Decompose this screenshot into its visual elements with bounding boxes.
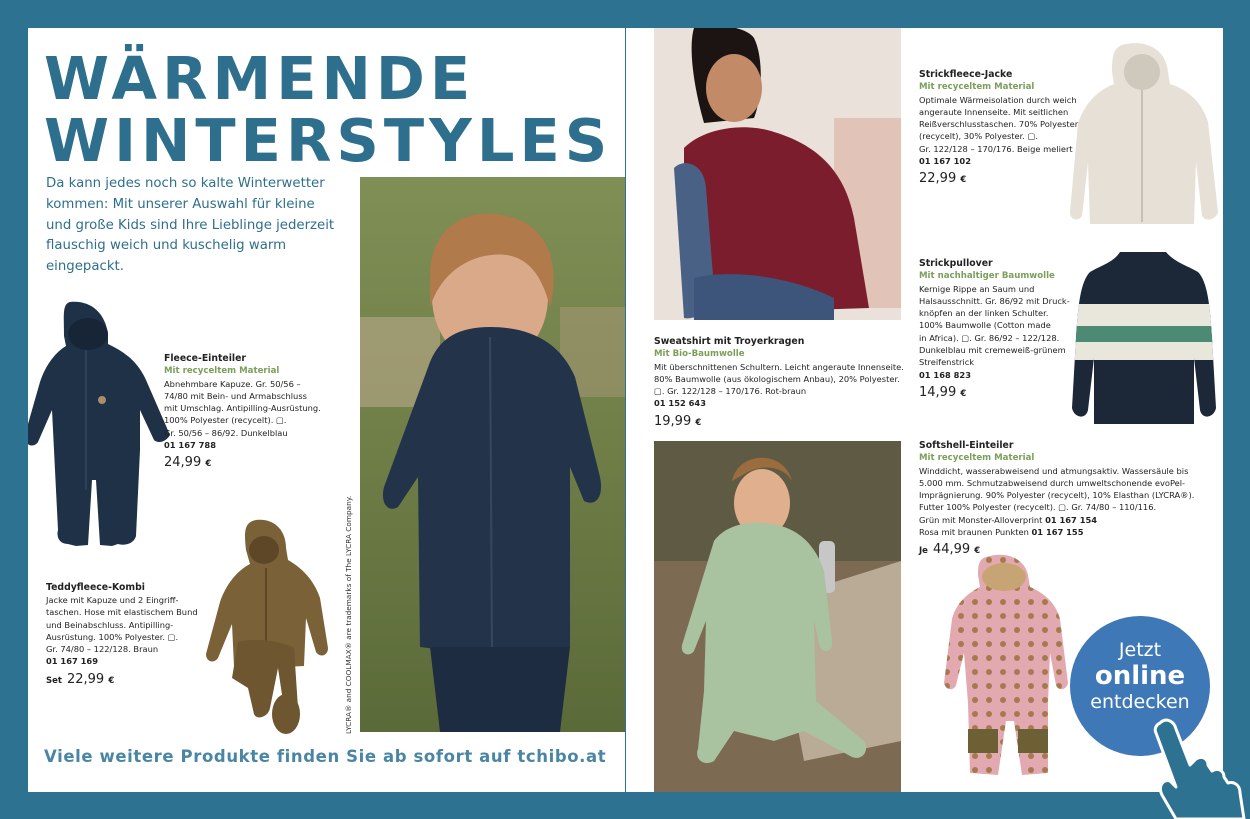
price: 22,99 € — [919, 171, 967, 187]
price: 24,99 € — [164, 455, 212, 471]
teddyfleece-set-image — [198, 518, 338, 740]
badge-line-1: Jetzt — [1118, 639, 1162, 661]
article-number: 01 167 169 — [46, 656, 98, 667]
product-desc-line: Jacke mit Kapuze und 2 Eingriff- — [46, 595, 179, 605]
product-desc-line: 100% Polyester (recycelt). ▢. — [164, 415, 287, 426]
product-variant: Grün mit Monster-Alloverprint 01 167 154 — [919, 514, 1098, 525]
product-name: Strickfleece-Jacke — [919, 69, 1013, 80]
product-desc-line: Gr. 122/128 – 170/176. Beige meliert — [919, 143, 1073, 154]
softshell-toddler-photo — [654, 441, 901, 792]
product-desc-line: Streifenstrick — [919, 357, 975, 368]
product-desc-line: (recycelt), 30% Polyester. ▢. — [919, 131, 1039, 142]
product-desc-line: 100% Baumwolle (Cotton made — [919, 320, 1051, 331]
product-desc-line: Optimale Wärmeisolation durch weich — [919, 94, 1077, 105]
product-desc-line: Gr. 50/56 – 86/92. Dunkelblau — [164, 427, 288, 438]
footer-shop-link[interactable]: Viele weitere Produkte finden Sie ab sofort auf tchibo.at — [44, 747, 607, 766]
product-name: Softshell-Einteiler — [919, 440, 1014, 451]
product-sweatshirt — [654, 335, 904, 433]
price: 19,99 € — [654, 413, 702, 429]
pointing-hand-icon — [1140, 715, 1250, 819]
price: Set 22,99 € — [46, 671, 115, 687]
sweatshirt-girl-photo — [654, 28, 901, 320]
product-name: Teddyfleece-Kombi — [46, 582, 145, 593]
product-fleece-einteiler — [164, 352, 334, 474]
product-name: Sweatshirt mit Troyerkragen — [654, 336, 805, 347]
intro-text: Da kann jedes noch so kalte Winterwetter kommen: Mit unserer Auswahl für kleine und große Kids sind Ihre Lieblinge jederzeit flauschig weich und kuschelig warm eingepackt. — [46, 176, 335, 275]
fleece-onesie-image — [28, 300, 170, 552]
product-tagline: Mit nachhaltiger Baumwolle — [919, 271, 1055, 281]
product-desc-line: Abnehmbare Kapuze. Gr. 50/56 – — [164, 378, 301, 389]
headline-line-2: WINTERSTYLES — [44, 106, 613, 175]
trademark-note: LYCRA® and COOLMAX® are trademarks of The LYCRA Company. — [344, 495, 353, 734]
product-name: Strickpullover — [919, 258, 993, 269]
product-tagline: Mit recyceltem Material — [919, 453, 1035, 463]
article-number: 01 167 788 — [164, 439, 216, 450]
product-desc-line: 80% Baumwolle (aus ökologischem Anbau), 20% Polyester. — [654, 373, 900, 384]
strickfleece-jacket-image — [1070, 42, 1220, 228]
product-desc-line: Futter 100% Polyester (recycelt). ▢. Gr. 74/80 – 110/116. — [919, 502, 1157, 513]
product-desc-line: 5.000 mm. Schmutzabweisend durch umweltschonende evoPel- — [919, 477, 1186, 488]
product-desc-line: und Beinabschluss. Antipilling- — [46, 619, 174, 630]
product-desc-line: Dunkelblau mit cremeweiß-grünem — [919, 344, 1066, 355]
product-desc-line: in Africa). ▢. Gr. 86/92 – 122/128. — [919, 332, 1060, 343]
product-desc-line: Winddicht, wasserabweisend und atmungsaktiv. Wassersäule bis — [919, 465, 1189, 476]
toddler-fleece-photo — [360, 177, 625, 732]
product-desc-line: 74/80 mit Bein- und Armabschluss — [164, 390, 307, 401]
product-desc-line: angeraute Innenseite. Mit seitlichen — [919, 106, 1069, 117]
product-softshell-einteiler — [919, 439, 1209, 561]
badge-line-3: entdecken — [1090, 691, 1190, 713]
product-tagline: Mit recyceltem Material — [919, 82, 1035, 92]
headline-line-1: WÄRMENDE — [44, 44, 476, 113]
headline — [44, 44, 613, 175]
price: 14,99 € — [919, 384, 967, 400]
article-number: 01 152 643 — [654, 398, 706, 409]
pink-softshell-image — [940, 553, 1070, 785]
badge-line-2: online — [1094, 661, 1186, 691]
product-desc-line: Halsausschnitt. Gr. 86/92 mit Druck- — [919, 295, 1070, 306]
product-desc-line: Imprägnierung. 90% Polyester (recycelt), 10% Elasthan (LYCRA®). — [919, 490, 1195, 501]
product-desc-line: Mit überschnittenen Schultern. Leicht angeraute Innenseite. — [654, 361, 904, 372]
product-name: Fleece-Einteiler — [164, 353, 246, 364]
price: Je 44,99 € — [919, 542, 981, 558]
product-desc-line: Kernige Rippe an Saum und — [919, 283, 1035, 294]
striped-pullover-image — [1070, 248, 1218, 428]
article-number: 01 168 823 — [919, 369, 971, 380]
product-desc-line: knöpfen an der linken Schulter. — [919, 308, 1049, 319]
left-page — [28, 28, 625, 792]
product-strickpullover — [919, 257, 1084, 404]
product-strickfleece-jacke — [919, 68, 1089, 190]
product-tagline: Mit recyceltem Material — [164, 366, 280, 376]
product-teddyfleece-kombi — [46, 581, 216, 691]
product-desc-line: ▢. Gr. 122/128 – 170/176. Rot-braun — [654, 386, 807, 397]
product-desc-line: Gr. 74/80 – 122/128. Braun — [46, 644, 159, 655]
product-desc-line: Ausrüstung. 100% Polyester. ▢. — [46, 631, 179, 642]
product-tagline: Mit Bio-Baumwolle — [654, 349, 745, 359]
article-number: 01 167 102 — [919, 155, 971, 166]
product-desc-line: taschen. Hose mit elastischem Bund — [46, 607, 198, 618]
product-desc-line: Reißverschlusstaschen. 70% Polyester — [919, 119, 1079, 130]
product-desc-line: mit Umschlag. Antipilling-Ausrüstung. — [164, 403, 321, 414]
product-variant: Rosa mit braunen Punkten 01 167 155 — [919, 526, 1084, 537]
